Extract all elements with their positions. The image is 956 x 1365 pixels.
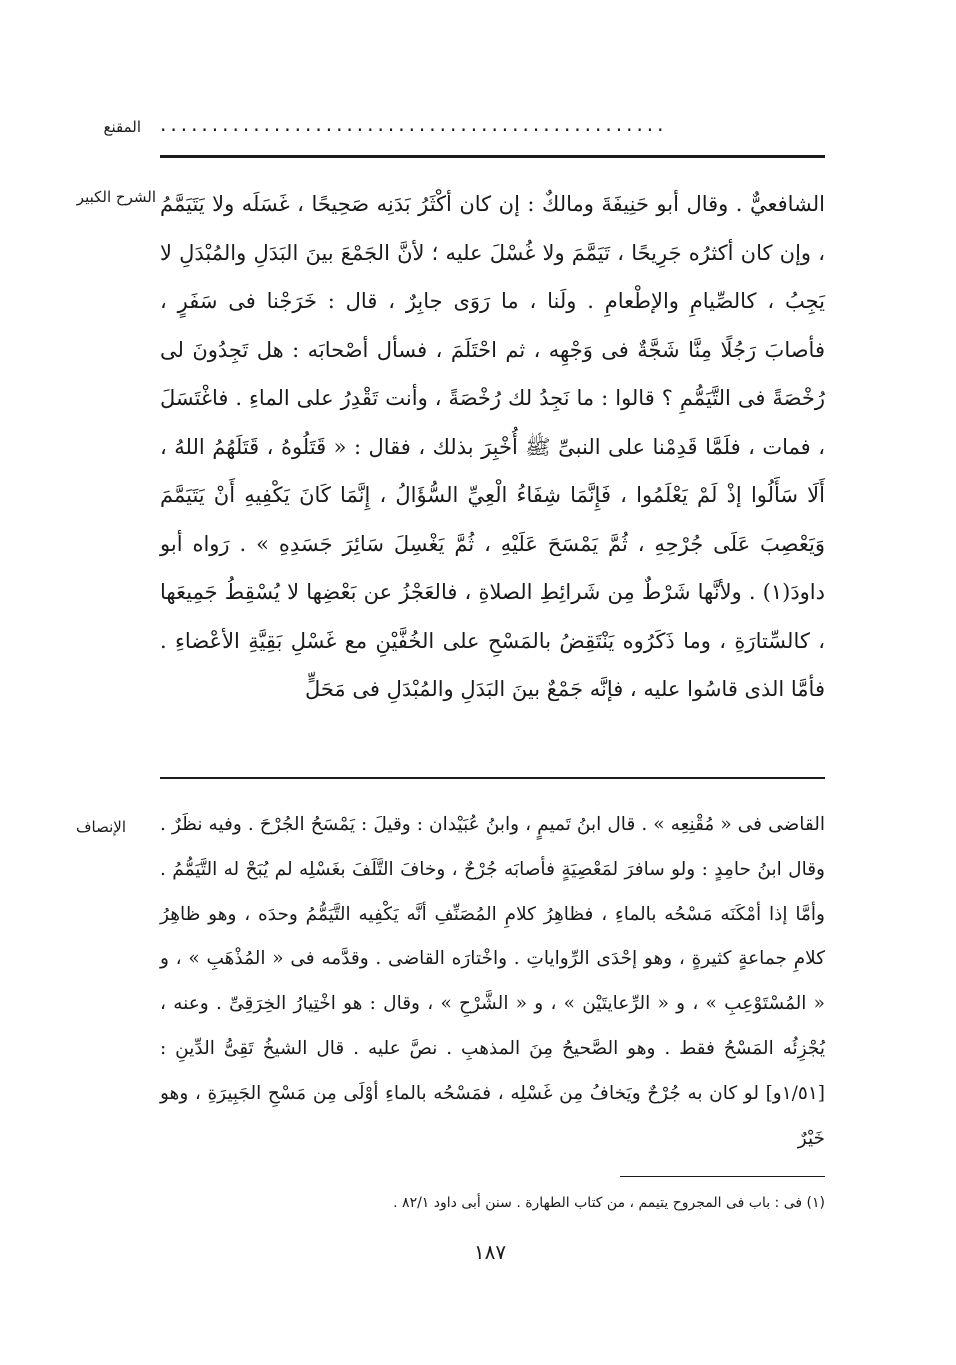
page-number: ١٨٧ (473, 1240, 507, 1264)
commentary-body (160, 180, 825, 714)
commentary-paragraph: الشافعيٌّ . وقال أبو حَنِيفَةَ ومالكٌ : إن كان أكْثَرُ بَدَنِه صَحِيحًا ، غَسَلَه ولا يَتَيَمَّمُ ، وإن كان أكثرُه جَرِيحًا ، تَيَمَّمَ ولا غُسْلَ عليه ؛ لأنَّ الجَمْعَ بينَ البَدَلِ والمُبْدَلِ لا يَجِبُ ، كالصِّيامِ والإطْعامِ . ولَنا ، ما رَوَى جابِرٌ ، قال : خَرَجْنا فى سَفَرٍ ، فأصابَ رَجُلًا مِنَّا شَجَّةٌ فى وَجْهِه ، ثم احْتَلَمَ ، فسأل أصْحابَه : هل تَجِدُونَ لى رُخْصَةً فى التَّيَمُّمِ ؟ قالوا : ما نَجِدُ لك رُخْصَةً ، وأنت تَقْدِرُ على الماءِ . فاغْتَسَلَ ، فمات ، فلَمَّا قَدِمْنا على النبىِّ ﷺ أُخْبِرَ بذلك ، فقال : « قَتَلُوهُ ، قَتَلَهُمُ اللهُ ، أَلَا سَأَلُوا إذْ لَمْ يَعْلَمُوا ، فَإِنَّمَا شِفَاءُ الْعِيِّ السُّؤَالُ ، إِنَّمَا كَانَ يَكْفِيهِ أَنْ يَتَيَمَّمَ وَيَعْصِبَ عَلَى جُرْحِهِ ، ثُمَّ يَمْسَحَ عَلَيْهِ ، ثُمَّ يَغْسِلَ سَائِرَ جَسَدِهِ » . رَواه أبو داودَ(١) . ولأنَّها شَرْطٌ مِن شَرائِطِ الصلاةِ ، فالعَجْزُ عن بَعْضِها لا يُسْقِطُ جَمِيعَها ، كالسِّتارَةِ ، وما ذَكَرُوه يَنْتَقِضُ بالمَسْحِ على الخُفَّيْنِ مع غَسْلِ بَقِيَّةِ الأعْضاءِ . فأمَّا الذى قاسُوا عليه ، فإنَّه جَمْعٌ بينَ البَدَلِ والمُبْدَلِ فى مَحَلٍّ (160, 192, 825, 701)
running-header-title: المقنع (103, 118, 141, 136)
footnote: (١) فى : باب فى المجروح يتيمم ، من كتاب الطهارة . سنن أبى داود ٨٢/١ . (393, 1195, 825, 1211)
commentary-section-label: الشرح الكبير (76, 188, 156, 206)
section-divider (160, 777, 825, 779)
insaf-paragraph: القاضى فى « مُقْنِعِه » . قال ابنُ تَميمٍ ، وابنُ عُبَيْدان : وقيلَ : يَمْسَحُ الجُرْحَ . وفيه نظَرٌ . وقال ابنُ حامِدٍ : ولو سافرَ لمَعْصِيَةٍ فأصابَه جُرْحٌ ، وخافَ التَّلَفَ بغَسْلِه لم يُبَحْ له التَّيَمُّمُ . وأمَّا إذا أمْكَنَه مَسْحُه بالماءِ ، فظاهِرُ كلامِ المُصَنِّفِ أنَّه يَكْفِيه التَّيَمُّمُ وحدَه ، وهو ظاهِرُ كلامِ جماعةٍ كثيرةٍ ، وهو إحْدَى الرِّواياتِ . واخْتارَه القاضى . وقدَّمه فى « المُذْهَبِ » ، و « المُسْتَوْعِبِ » ، و « الرِّعايتَيْن » ، و « الشَّرْحِ » ، وقال : هو اخْتِيارُ الخِرَقِىِّ . وعنه ، يُجْزِئُه المَسْحُ فقط . وهو الصَّحيحُ مِنَ المذهبِ . نصَّ عليه . قال الشيخُ تَقِىُّ الدِّينِ : [١/٥١و] لو كان به جُرْحٌ ويَخافُ مِن غَسْلِه ، فمَسْحُه بالماءِ أوْلَى مِن مَسْحِ الجَبِيرَةِ ، وهو خَيْرٌ (160, 814, 825, 1149)
insaf-section-label: الإنصاف (75, 818, 126, 836)
header-dotted-line: ................................................. (160, 112, 668, 136)
footnote-rule (620, 1176, 825, 1177)
header-rule (160, 155, 825, 158)
insaf-body (160, 803, 825, 1161)
